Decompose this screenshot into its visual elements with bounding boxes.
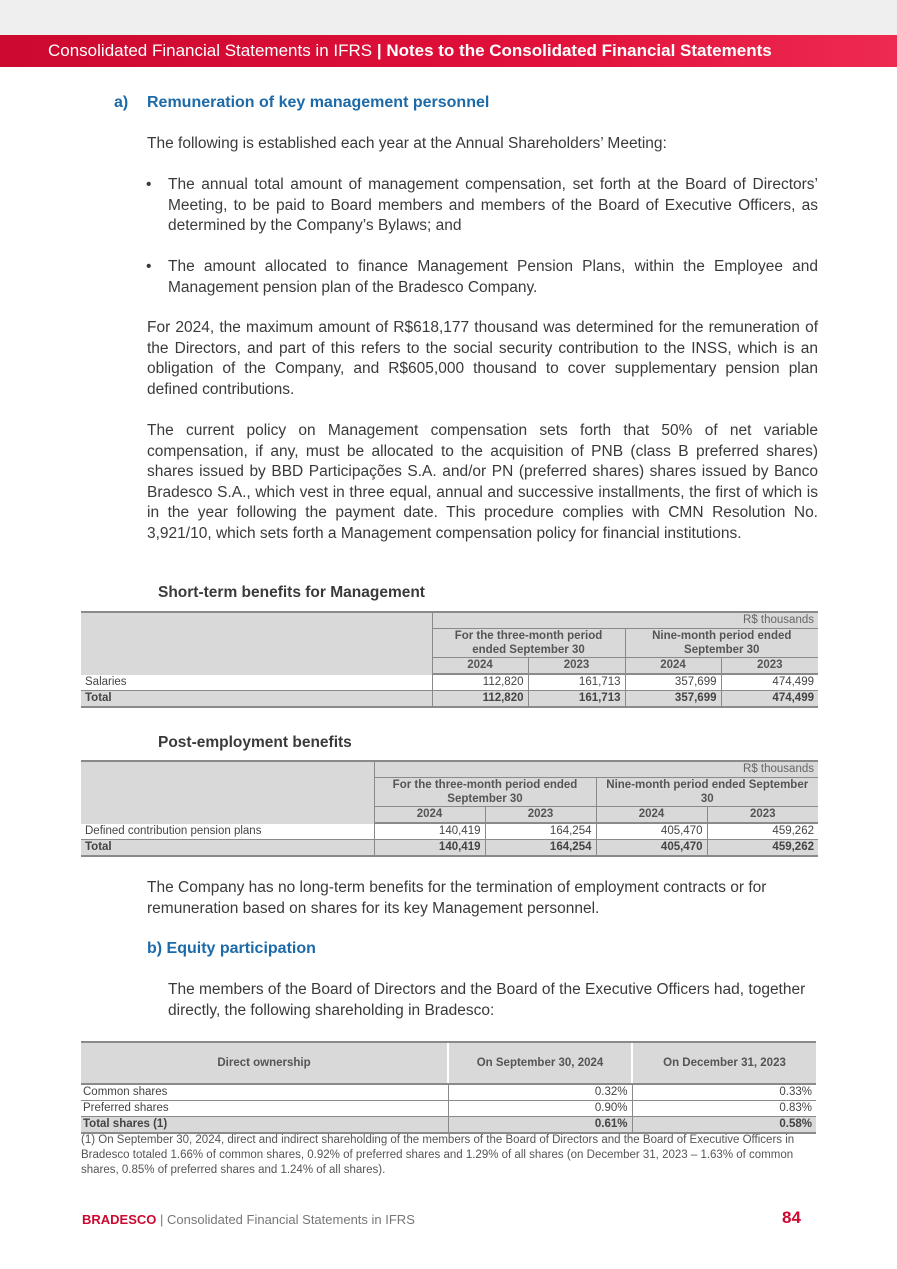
cell-value: 0.32% (448, 1084, 632, 1101)
post-employment-benefits-table (81, 760, 818, 857)
page-footer (82, 1212, 415, 1227)
cell-value: 0.83% (632, 1101, 816, 1117)
bullet-dot-1: • (146, 176, 152, 193)
unit-label: R$ thousands (432, 612, 818, 629)
row-label: Common shares (81, 1084, 448, 1101)
group-header-nine-month: Nine-month period ended September 30 (596, 778, 818, 807)
footer-title: Consolidated Financial Statements in IFRS (167, 1212, 415, 1227)
table-corner (81, 612, 432, 675)
ownership-footnote: (1) On September 30, 2024, direct and indirect shareholding of the members of the Board of Directors and the Board of Executive Officers in Bradesco totaled 1.66% of common shares, 0.92% of preferred shares and 1.29% of all shares (on December 31, 2023 – 1.63% of common shares, 0.85% of preferred shares and 1.24% of all shares). (81, 1134, 795, 1176)
bullet-item-2: The amount allocated to finance Management Pension Plans, within the Employee and Management pension plan of the Bradesco Company. (168, 258, 818, 296)
cell-value: 357,699 (625, 691, 721, 708)
section-b-intro: The members of the Board of Directors and the Board of the Executive Officers had, together directly, the following shareholding in Bradesco: (168, 981, 806, 1019)
year-header: 2023 (721, 658, 818, 675)
table-row (81, 675, 818, 691)
cell-value: 112,820 (432, 675, 528, 691)
paragraph-long-term-benefits: The Company has no long-term benefits for the termination of employment contracts or for remuneration based on shares for its key Management personnel. (147, 879, 767, 917)
short-term-benefits-table (81, 611, 818, 708)
header-separator: | (372, 41, 387, 60)
cell-value: 459,262 (707, 840, 818, 857)
cell-value: 357,699 (625, 675, 721, 691)
row-label: Total (81, 840, 374, 857)
column-header: On December 31, 2023 (632, 1042, 816, 1084)
group-header-three-month: For the three-month period ended September 30 (432, 629, 625, 658)
cell-value: 0.58% (632, 1117, 816, 1134)
cell-value: 140,419 (374, 840, 485, 857)
year-header: 2023 (528, 658, 625, 675)
year-header: 2024 (596, 807, 707, 824)
year-header: 2023 (485, 807, 596, 824)
page-top-margin (0, 0, 897, 35)
row-label: Defined contribution pension plans (81, 824, 374, 840)
footer-brand-name: BRADESCO (82, 1212, 157, 1227)
cell-value: 0.33% (632, 1084, 816, 1101)
table-total-row (81, 691, 818, 708)
section-a-title: Remuneration of key management personnel (147, 94, 490, 111)
year-header: 2024 (625, 658, 721, 675)
row-label: Preferred shares (81, 1101, 448, 1117)
cell-value: 164,254 (485, 840, 596, 857)
section-a-intro: The following is established each year at the Annual Shareholders’ Meeting: (147, 135, 667, 152)
year-header: 2024 (432, 658, 528, 675)
row-label: Total (81, 691, 432, 708)
footer-separator: | (156, 1212, 168, 1227)
cell-value: 405,470 (596, 824, 707, 840)
paragraph-compensation-policy: The current policy on Management compensation sets forth that 50% of net variable compensation, if any, must be allocated to the acquisition of PNB (class B preferred shares) shares issued by BBD Participações S.A. and/or PN (preferred shares) shares issued by Banco Bradesco S.A., which vest in three equal, annual and successive installments, the first of which is in the year following the payment date. This procedure complies with CMN Resolution No. 3,921/10, which sets forth a Management compensation policy for financial institutions. (147, 422, 818, 542)
direct-ownership-table (81, 1041, 816, 1134)
short-term-table-title: Short-term benefits for Management (158, 584, 425, 601)
table-row (81, 824, 818, 840)
cell-value: 161,713 (528, 675, 625, 691)
cell-value: 474,499 (721, 675, 818, 691)
post-employment-table-title: Post-employment benefits (158, 734, 352, 751)
row-label: Salaries (81, 675, 432, 691)
section-a-marker: a) (114, 94, 129, 111)
row-label: Total shares (1) (81, 1117, 448, 1134)
cell-value: 140,419 (374, 824, 485, 840)
page-header-bar (0, 35, 897, 67)
paragraph-max-amount: For 2024, the maximum amount of R$618,177 thousand was determined for the remuneration of the Directors, and part of this refers to the social security contribution to the INSS, which is an obligation of the Company, and R$605,000 thousand to cover supplementary pension plan defined contributions. (147, 319, 818, 398)
year-header: 2023 (707, 807, 818, 824)
page-number: 84 (782, 1208, 801, 1227)
bullet-dot-2: • (146, 258, 152, 275)
cell-value: 0.61% (448, 1117, 632, 1134)
header-left-title: Consolidated Financial Statements in IFRS (48, 41, 373, 60)
table-row (81, 1084, 816, 1101)
section-b-title: b) Equity participation (147, 940, 316, 957)
header-right-title: Notes to the Consolidated Financial Statements (386, 41, 772, 60)
table-corner (81, 761, 374, 824)
cell-value: 161,713 (528, 691, 625, 708)
cell-value: 474,499 (721, 691, 818, 708)
group-header-nine-month: Nine-month period ended September 30 (625, 629, 818, 658)
year-header: 2024 (374, 807, 485, 824)
cell-value: 112,820 (432, 691, 528, 708)
unit-label: R$ thousands (374, 761, 818, 778)
column-header: On September 30, 2024 (448, 1042, 632, 1084)
table-total-row (81, 1117, 816, 1134)
bullet-item-1: The annual total amount of management compensation, set forth at the Board of Directors’ Meeting, to be paid to Board members and members of the Board of Executive Officers, as determined by the Company’s Bylaws; and (168, 176, 818, 234)
column-header: Direct ownership (81, 1042, 448, 1084)
cell-value: 459,262 (707, 824, 818, 840)
table-row (81, 1101, 816, 1117)
group-header-three-month: For the three-month period ended September 30 (374, 778, 596, 807)
cell-value: 405,470 (596, 840, 707, 857)
table-total-row (81, 840, 818, 857)
cell-value: 164,254 (485, 824, 596, 840)
cell-value: 0.90% (448, 1101, 632, 1117)
